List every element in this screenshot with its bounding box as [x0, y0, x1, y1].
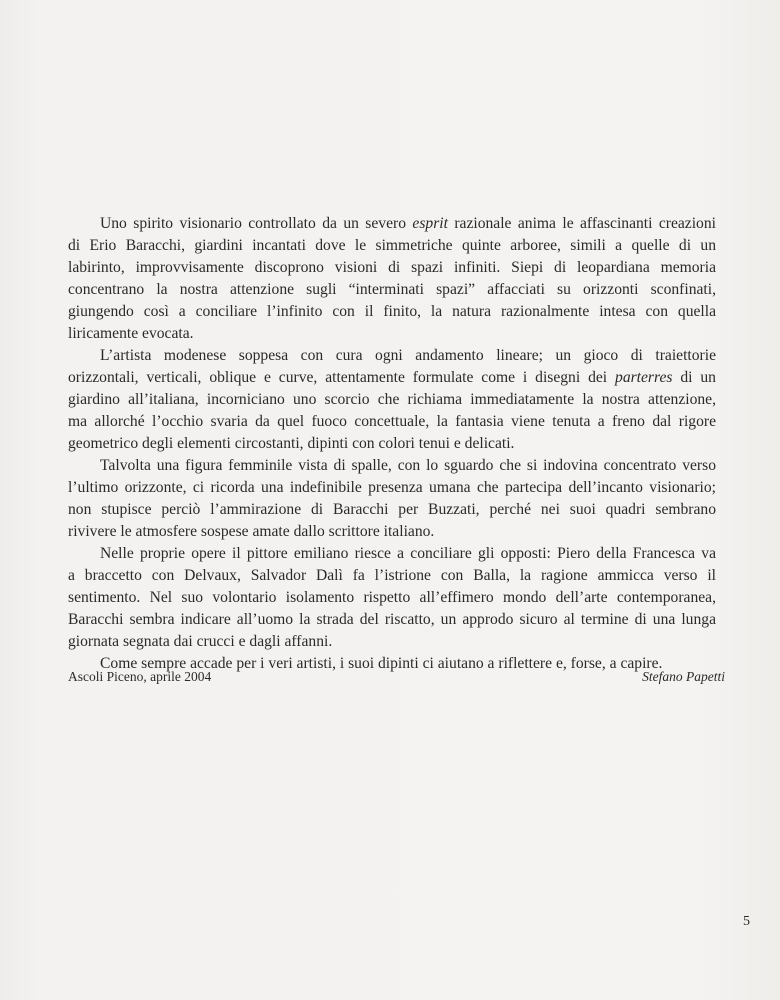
text-line: [68, 301, 716, 323]
text-segment: Nelle proprie opere il pittore emiliano riesce a conciliare gli opposti: Piero della Francesca va: [100, 545, 716, 562]
text-segment: giardino all’italiana, incorniciano uno scorcio che richiama immediatamente la nostra attenzione,: [68, 391, 716, 408]
text-line: [68, 323, 716, 345]
place-and-date: Ascoli Piceno, aprile 2004: [68, 669, 212, 684]
text-line: [68, 433, 716, 455]
text-segment: giungendo così a conciliare l’infinito con il finito, la natura razionalmente intesa con quella: [68, 303, 716, 320]
text-segment: Baracchi sembra indicare all’uomo la strada del riscatto, un approdo sicuro al termine di una lunga: [68, 611, 716, 628]
text-segment: di un: [672, 369, 716, 386]
text-segment: l’ultimo orizzonte, ci ricorda una indefinibile presenza umana che partecipa dell’incanto visionario;: [68, 479, 716, 496]
author-signature: Stefano Papetti: [642, 669, 725, 684]
text-segment: di Erio Baracchi, giardini incantati dove le simmetriche quinte arboree, simili a quelle di un: [68, 237, 716, 254]
text-line: [68, 279, 716, 301]
page-number: 5: [743, 914, 750, 929]
text-segment: rivivere le atmosfere sospese amate dallo scrittore italiano.: [68, 523, 435, 540]
text-segment: razionale anima le affascinanti creazioni: [447, 215, 716, 232]
paragraph: [68, 543, 716, 653]
text-line: [68, 477, 716, 499]
text-line: [68, 521, 716, 543]
text-segment: a braccetto con Delvaux, Salvador Dalì fa l’istrione con Balla, la ragione ammicca verso il: [68, 567, 716, 584]
text-line: [68, 455, 716, 477]
text-line: [68, 543, 716, 565]
text-segment: liricamente evocata.: [68, 325, 194, 342]
text-segment: L’artista modenese soppesa con cura ogni andamento lineare; un gioco di traiettorie: [100, 347, 716, 364]
text-line: [68, 257, 716, 279]
essay-body: [68, 213, 716, 675]
text-line: [68, 631, 716, 653]
paragraph: [68, 213, 716, 345]
paragraph: [68, 345, 716, 455]
text-segment: labirinto, improvvisamente discoprono visioni di spazi infiniti. Siepi di leopardiana memoria: [68, 259, 716, 276]
text-line: [68, 587, 716, 609]
text-segment: Uno spirito visionario controllato da un severo: [100, 215, 413, 232]
text-segment: Come sempre accade per i veri artisti, i suoi dipinti ci aiutano a riflettere e, forse, a capire.: [100, 655, 663, 672]
text-line: [68, 411, 716, 433]
text-segment: geometrico degli elementi circostanti, dipinti con colori tenui e delicati.: [68, 435, 515, 452]
text-segment: concentrano la nostra attenzione sugli “interminati spazi” affacciati su orizzonti sconfinati,: [68, 281, 716, 298]
text-segment: giornata segnata dai crucci e dagli affanni.: [68, 633, 333, 650]
text-line: [68, 389, 716, 411]
text-line: [68, 235, 716, 257]
paragraph: [68, 455, 716, 543]
text-line: [68, 565, 716, 587]
text-line: [68, 367, 716, 389]
emphasized-term: parterres: [615, 369, 673, 386]
text-segment: sentimento. Nel suo volontario isolamento rispetto all’effimero mondo dell’arte contemporanea,: [68, 589, 716, 606]
text-segment: Talvolta una figura femminile vista di spalle, con lo sguardo che si indovina concentrato verso: [100, 457, 716, 474]
text-segment: orizzontali, verticali, oblique e curve, attentamente formulate come i disegni dei: [68, 369, 616, 386]
text-line: [68, 345, 716, 367]
text-segment: ma allorché l’occhio svaria da quel fuoco concettuale, la fantasia viene tenuta a freno dal rigore: [68, 413, 716, 430]
text-line: [68, 609, 716, 631]
text-segment: non stupisce perciò l’ammirazione di Baracchi per Buzzati, perché nei suoi quadri sembrano: [68, 501, 716, 518]
text-line: [68, 499, 716, 521]
emphasized-term: esprit: [412, 215, 448, 232]
text-line: [68, 213, 716, 235]
